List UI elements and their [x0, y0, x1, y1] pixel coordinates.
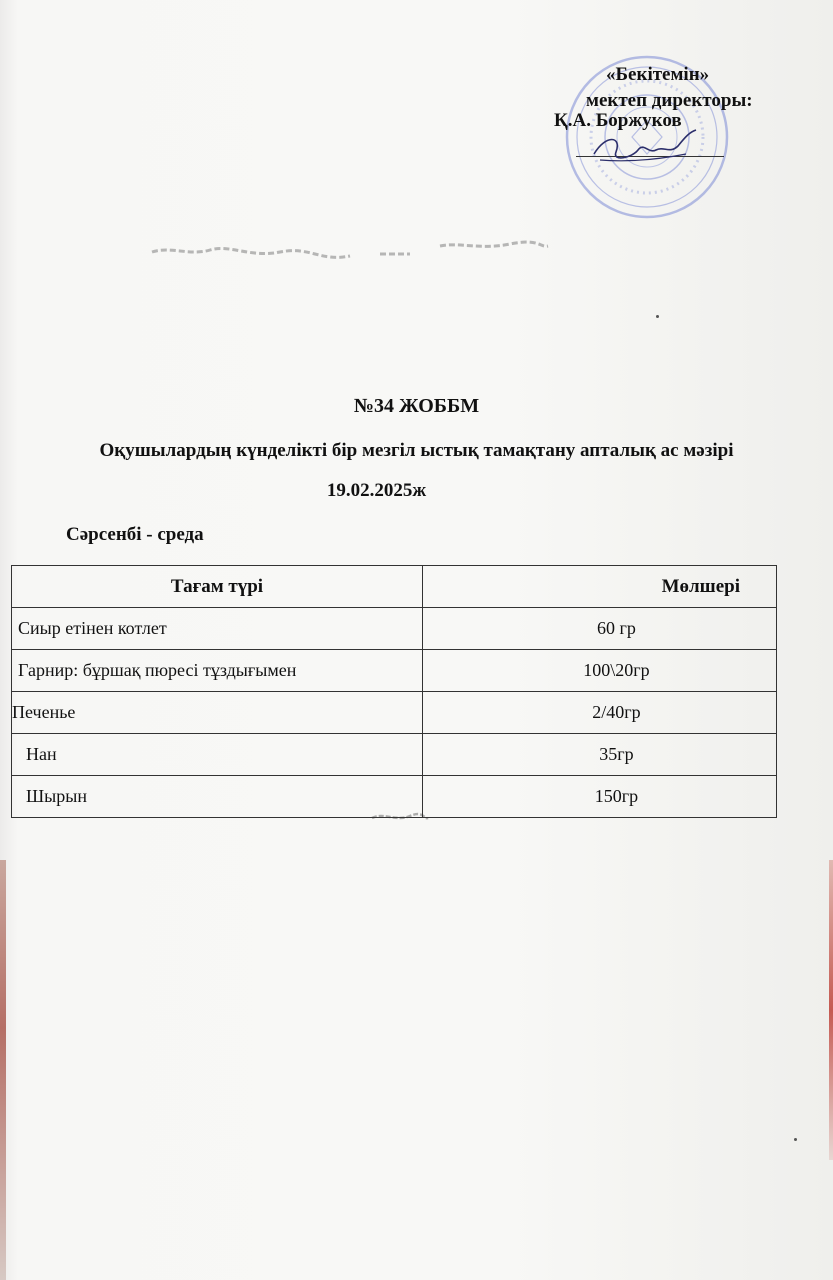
column-header-amount: Мөлшері [423, 566, 777, 608]
dish-cell: Печенье [12, 692, 423, 734]
table-row [12, 608, 777, 650]
menu-date: 19.02.2025ж [326, 480, 427, 501]
handwritten-signature [586, 124, 706, 172]
approval-line-1: «Бекітемін» [606, 64, 710, 85]
dish-cell: Нан [12, 734, 423, 776]
table-row [12, 776, 777, 818]
menu-table [11, 565, 777, 818]
table-row [12, 650, 777, 692]
table-row [12, 692, 777, 734]
approval-line-2: мектеп директоры: [586, 90, 753, 111]
school-name: №34 ЖОББМ [353, 395, 480, 417]
page-edge-right [829, 860, 833, 1160]
dish-cell: Сиыр етінен котлет [12, 608, 423, 650]
day-label: Сәрсенбі - среда [66, 524, 204, 545]
dish-cell: Гарнир: бұршақ пюресі тұздығымен [12, 650, 423, 692]
page-edge-left [0, 860, 6, 1280]
menu-title: Оқушылардың күнделікті бір мезгіл ыстық тамақтану апталық ас мәзірі [99, 440, 734, 461]
column-header-dish: Тағам түрі [12, 566, 423, 608]
amount-cell: 60 гр [423, 608, 777, 650]
speck [794, 1138, 797, 1141]
faded-handwriting [150, 232, 550, 282]
speck [656, 315, 659, 318]
amount-cell: 150гр [423, 776, 777, 818]
amount-cell: 100\20гр [423, 650, 777, 692]
dish-cell: Шырын [12, 776, 423, 818]
amount-cell: 2/40гр [423, 692, 777, 734]
table-row [12, 734, 777, 776]
amount-cell: 35гр [423, 734, 777, 776]
table-header-row [12, 566, 777, 608]
approval-line-3: Қ.А. Боржуков [554, 110, 682, 131]
